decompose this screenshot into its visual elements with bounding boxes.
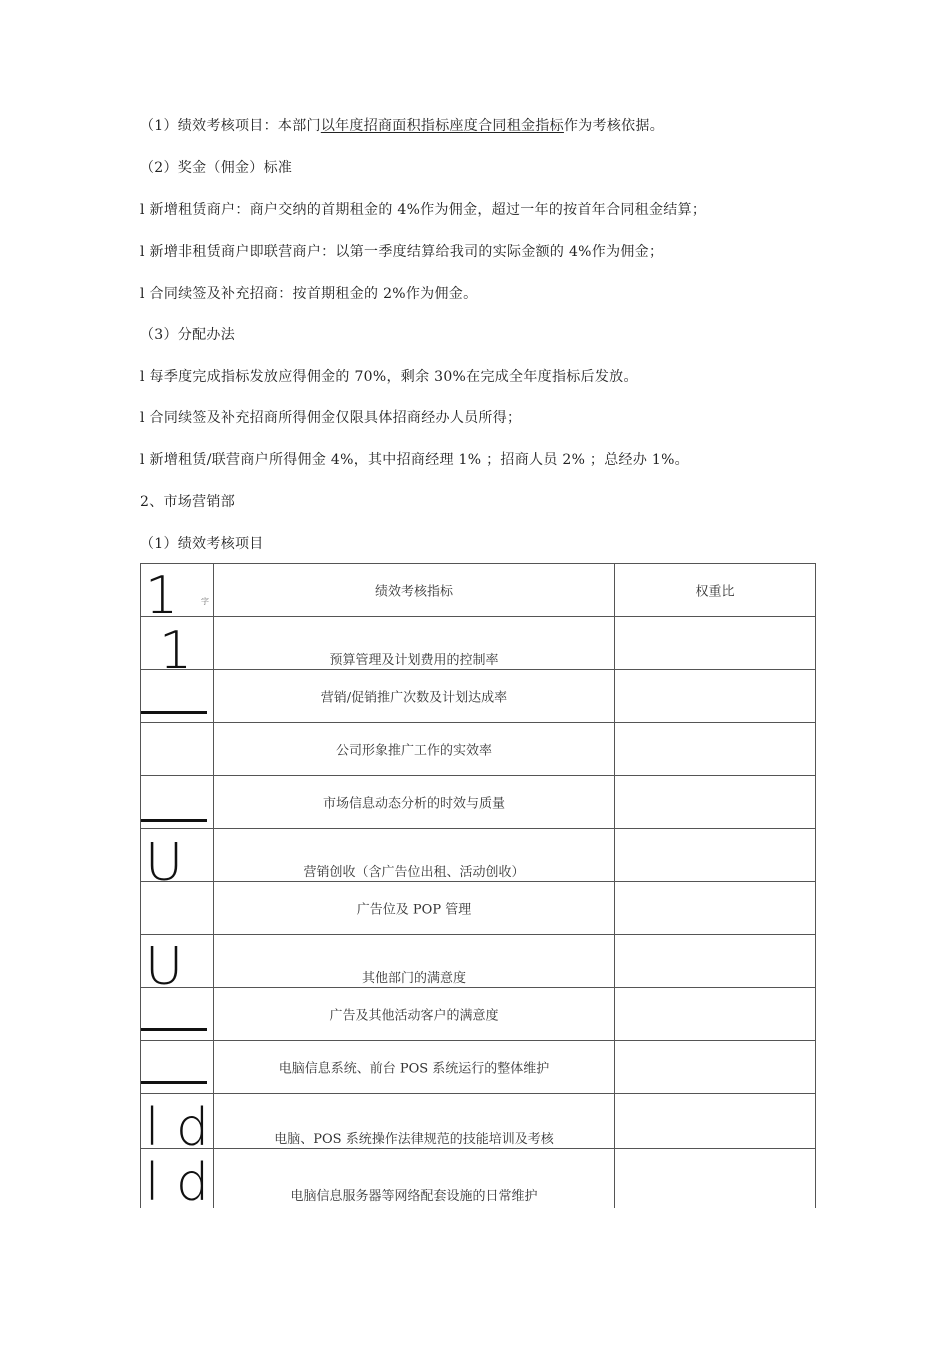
glyph-artifact: l d [145, 1098, 209, 1148]
weight-cell [615, 935, 815, 987]
glyph-artifact: l d [145, 1153, 209, 1208]
line-artifact [141, 819, 207, 822]
indicator-cell: 广告位及 POP 管理 [214, 882, 615, 934]
table-row [141, 723, 815, 776]
weight-cell [615, 882, 815, 934]
table-row [141, 935, 815, 988]
indicator-cell: 营销/促销推广次数及计划达成率 [214, 670, 615, 722]
paragraph-commission-split: l 新增租赁/联营商户所得佣金 4%，其中招商经理 1% ；招商人员 2% ；总经办 1%。 [140, 452, 689, 468]
weight-cell [615, 776, 815, 828]
paragraph-renewal: l 合同续签及补充招商：按首期租金的 2%作为佣金。 [140, 286, 478, 302]
row-number-cell [141, 1094, 214, 1148]
page-cutoff [140, 1208, 816, 1348]
table-row [141, 988, 815, 1041]
row-number-cell [141, 564, 214, 616]
weight-cell [615, 829, 815, 881]
line-artifact [141, 711, 207, 714]
indicator-cell: 营销创收（含广告位出租、活动创收） [214, 829, 615, 881]
glyph-artifact: U [145, 937, 184, 987]
weight-cell [615, 1041, 815, 1093]
table-row [141, 882, 815, 935]
row-number-cell [141, 829, 214, 881]
paragraph-bonus-standard: （2）奖金（佣金）标准 [140, 160, 293, 176]
table-row [141, 829, 815, 882]
paragraph-performance-items [140, 117, 664, 135]
row-number-cell [141, 1041, 214, 1093]
indicator-cell: 电脑、POS 系统操作法律规范的技能培训及考核 [214, 1094, 615, 1148]
paragraph-renewal-commission: l 合同续签及补充招商所得佣金仅限具体招商经办人员所得； [140, 410, 522, 426]
paragraph-quarterly: l 每季度完成指标发放应得佣金的 70%，剩余 30%在完成全年度指标后发放。 [140, 369, 638, 385]
indicator-cell: 电脑信息系统、前台 POS 系统运行的整体维护 [214, 1041, 615, 1093]
paragraph-new-lease: l 新增租赁商户：商户交纳的首期租金的 4%作为佣金，超过一年的按首年合同租金结算； [140, 202, 707, 218]
weight-cell [615, 670, 815, 722]
line-artifact [141, 1028, 207, 1031]
indicator-cell: 电脑信息服务器等网络配套设施的日常维护 [214, 1149, 615, 1208]
indicator-cell: 广告及其他活动客户的满意度 [214, 988, 615, 1040]
weight-cell [615, 1149, 815, 1208]
section-heading-marketing: 2、市场营销部 [140, 494, 236, 510]
indicator-cell: 市场信息动态分析的时效与质量 [214, 776, 615, 828]
table-row [141, 617, 815, 670]
header-weight: 权重比 [695, 584, 735, 600]
indicator-cell: 预算管理及计划费用的控制率 [214, 617, 615, 669]
row-number-cell [141, 1149, 214, 1208]
table-row [141, 776, 815, 829]
paragraph-text: 作为考核依据。 [563, 118, 665, 134]
glyph-artifact: U [145, 833, 184, 881]
row-number-cell [141, 988, 214, 1040]
table-header-row [141, 564, 815, 617]
row-number-cell [141, 617, 214, 669]
underlined-text: 以年度招商面积指标座度合同租金指标 [320, 118, 564, 134]
paragraph-text: （1）绩效考核项目：本部门 [140, 118, 321, 134]
glyph-artifact-small: 字 [201, 597, 209, 606]
glyph-artifact: 1 [159, 621, 193, 669]
header-indicator: 绩效考核指标 [214, 564, 615, 616]
row-number-cell [141, 935, 214, 987]
line-artifact [141, 1081, 207, 1084]
indicator-cell: 其他部门的满意度 [214, 935, 615, 987]
indicator-cell: 公司形象推广工作的实效率 [214, 723, 615, 775]
row-number-cell [141, 882, 214, 934]
table-row [141, 1149, 815, 1209]
row-number-cell [141, 670, 214, 722]
weight-cell [615, 988, 815, 1040]
table-row [141, 1094, 815, 1149]
table-row [141, 1041, 815, 1094]
paragraph-distribution: （3）分配办法 [140, 327, 236, 343]
row-number-cell [141, 723, 214, 775]
performance-table [140, 563, 816, 1209]
weight-cell [615, 1094, 815, 1148]
weight-cell [615, 723, 815, 775]
table-row [141, 670, 815, 723]
weight-cell [615, 617, 815, 669]
paragraph-new-nonlease: l 新增非租赁商户即联营商户：以第一季度结算给我司的实际金额的 4%作为佣金； [140, 244, 664, 260]
glyph-artifact: 1 [145, 566, 179, 616]
row-number-cell [141, 776, 214, 828]
paragraph-performance-items-2: （1）绩效考核项目 [140, 536, 264, 552]
